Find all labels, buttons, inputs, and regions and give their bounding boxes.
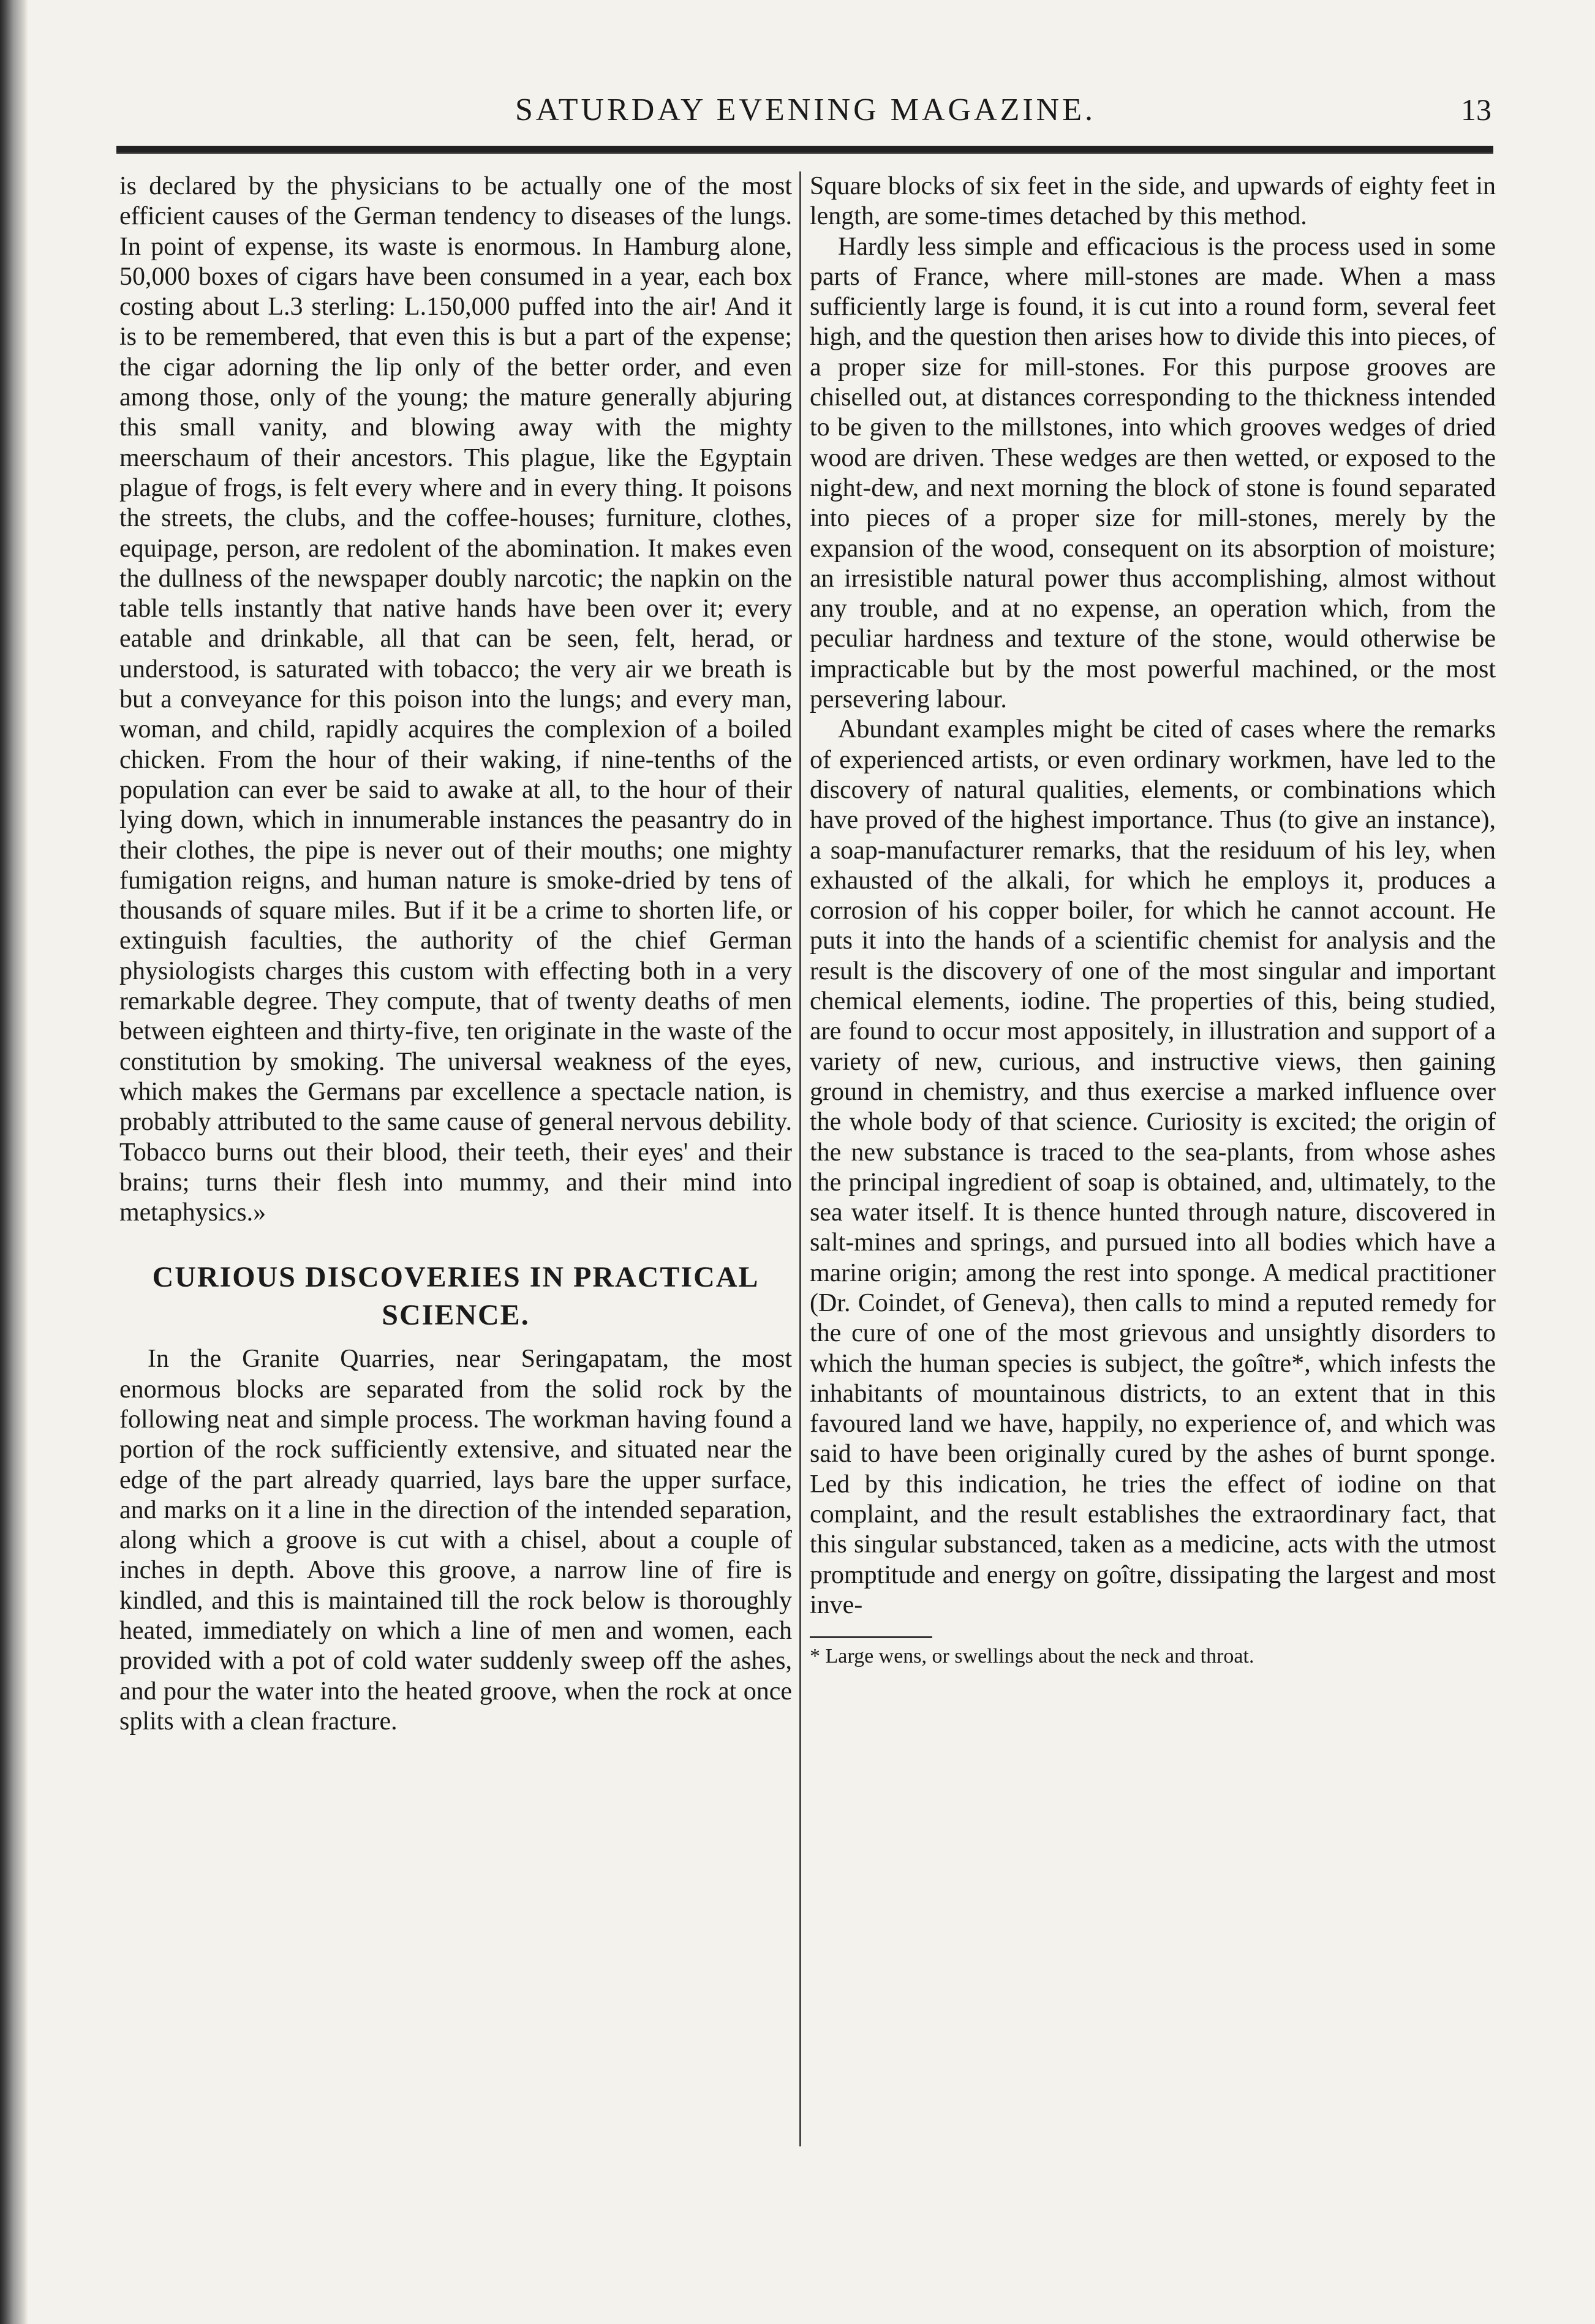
section-heading: CURIOUS DISCOVERIES IN PRACTICAL SCIENCE. [152, 1261, 760, 1332]
body-paragraph: Square blocks of six feet in the side, and upwards of eighty feet in length, are some-times detached by this method. [810, 172, 1496, 231]
header-rule [116, 146, 1493, 154]
page-header [119, 92, 1491, 141]
body-paragraph: is declared by the physicians to be actually one of the most efficient causes of the German tendency to diseases of the lungs. In point of expense, its waste is enormous. In Hamburg alone, 50,000 boxes of cigars have been consumed in a year, each box costing about L.3 sterling: L.150,000 puffed into the air! And it is to be remembered, that even this is but a part of the expense; the cigar adorning the lip only of the better order, and even among those, only of the young; the mature generally abjuring this small vanity, and blowing away with the mighty meerschaum of their ancestors. This plague, like the Egyptain plague of frogs, is felt every where and in every thing. It poisons the streets, the clubs, and the coffee-houses; furniture, clothes, equipage, person, are redolent of the abomination. It makes even the dullness of the newspaper doubly narcotic; the napkin on the table tells instantly that native hands have been over it; every eatable and drinkable, all that can be seen, felt, herad, or understood, is saturated with tobacco; the very air we breath is but a conveyance for this poison into the lungs; and every man, woman, and child, rapidly acquires the complexion of a boiled chicken. From the hour of their waking, if nine-tenths of the population can ever be said to awake at all, to the hour of their lying down, which in innumerable instances the peasantry do in their clothes, the pipe is never out of their mouths; one mighty fumigation reigns, and human nature is smoke-dried by tens of thousands of square miles. But if it be a crime to shorten life, or extinguish faculties, the authority of the chief German physiologists charges this custom with effecting both in a very remarkable degree. They compute, that of twenty deaths of men between eighteen and thirty-five, ten originate in the waste of the constitution by smoking. The universal weakness of the eyes, which makes the Germans par excellence a spectacle nation, is probably attributed to the same cause of general nervous debility. Tobacco burns out their blood, their teeth, their eyes' and their brains; turns their flesh into mummy, and their mind into metaphysics.» [119, 172, 792, 1227]
page-binding-edge [0, 0, 28, 2324]
footnote-rule [810, 1636, 932, 1638]
footnote: * Large wens, or swellings about the neck and throat. [810, 1645, 1254, 1668]
body-paragraph: Abundant examples might be cited of cases where the remarks of experienced artists, or even ordinary workmen, have led to the discovery of natural qualities, elements, or combinations which have proved of the highest importance. Thus (to give an instance), a soap-manufacturer remarks, that the residuum of his ley, when exhausted of the alkali, for which he employs it, produces a corrosion of his copper boiler, for which he cannot account. He puts it into the hands of a scientific chemist for analysis and the result is the discovery of one of the most singular and important chemical elements, iodine. The properties of this, being studied, are found to occur most appositely, in illustration and support of a variety of new, curious, and instructive views, then gaining ground in chemistry, and thus exercise a marked influence over the whole body of that science. Curiosity is excited; the origin of the new substance is traced to the sea-plants, from whose ashes the principal ingredient of soap is obtained, and, ultimately, to the sea water itself. It is thence hunted through nature, discovered in salt-mines and springs, and pursued into all bodies which have a marine origin; among the rest into sponge. A medical practitioner (Dr. Coindet, of Geneva), then calls to mind a reputed remedy for the cure of one of the most grievous and unsightly disorders to which the human species is subject, the goître*, which infests the inhabitants of mountainous districts, to an extent that in this favoured land we have, happily, no experience of, and which was said to have been originally cured by the ashes of burnt sponge. Led by this indication, he tries the effect of iodine on that complaint, and the result establishes the extraordinary fact, that this singular substanced, taken as a medicine, acts with the utmost promptitude and energy on goître, dissipating the largest and most inve- [810, 715, 1496, 1619]
right-column [810, 171, 1496, 1670]
column-divider [799, 171, 801, 2146]
page-number: 13 [1461, 92, 1491, 127]
left-column [119, 171, 792, 1737]
body-paragraph: In the Granite Quarries, near Seringapatam, the most enormous blocks are separated from the solid rock by the following neat and simple process. The workman having found a portion of the rock sufficiently extensive, and situated near the edge of the part already quarried, lays bare the upper surface, and marks on it a line in the direction of the intended separation, along which a groove is cut with a chisel, about a couple of inches in depth. Above this groove, a narrow line of fire is kindled, and this is maintained till the rock below is thoroughly heated, immediately on which a line of men and women, each provided with a pot of cold water suddenly sweep off the ashes, and pour the water into the heated groove, when the rock at once splits with a clean fracture. [119, 1345, 792, 1735]
body-paragraph: Hardly less simple and efficacious is the process used in some parts of France, where mill-stones are made. When a mass sufficiently large is found, it is cut into a round form, several feet high, and the question then arises how to divide this into pieces, of a proper size for mill-stones. For this purpose grooves are chiselled out, at distances corresponding to the thickness intended to be given to the millstones, into which grooves wedges of dried wood are driven. These wedges are then wetted, or exposed to the night-dew, and next morning the block of stone is found separated into pieces of a proper size for mill-stones, merely by the expansion of the wood, consequent on its absorption of moisture; an irresistible natural power thus accomplishing, almost without any trouble, and at no expense, an operation which, from the peculiar hardness and texture of the stone, would otherwise be impracticable but by the most powerful machined, or the most persevering labour. [810, 232, 1496, 714]
running-head: SATURDAY EVENING MAGAZINE. [515, 92, 1096, 127]
